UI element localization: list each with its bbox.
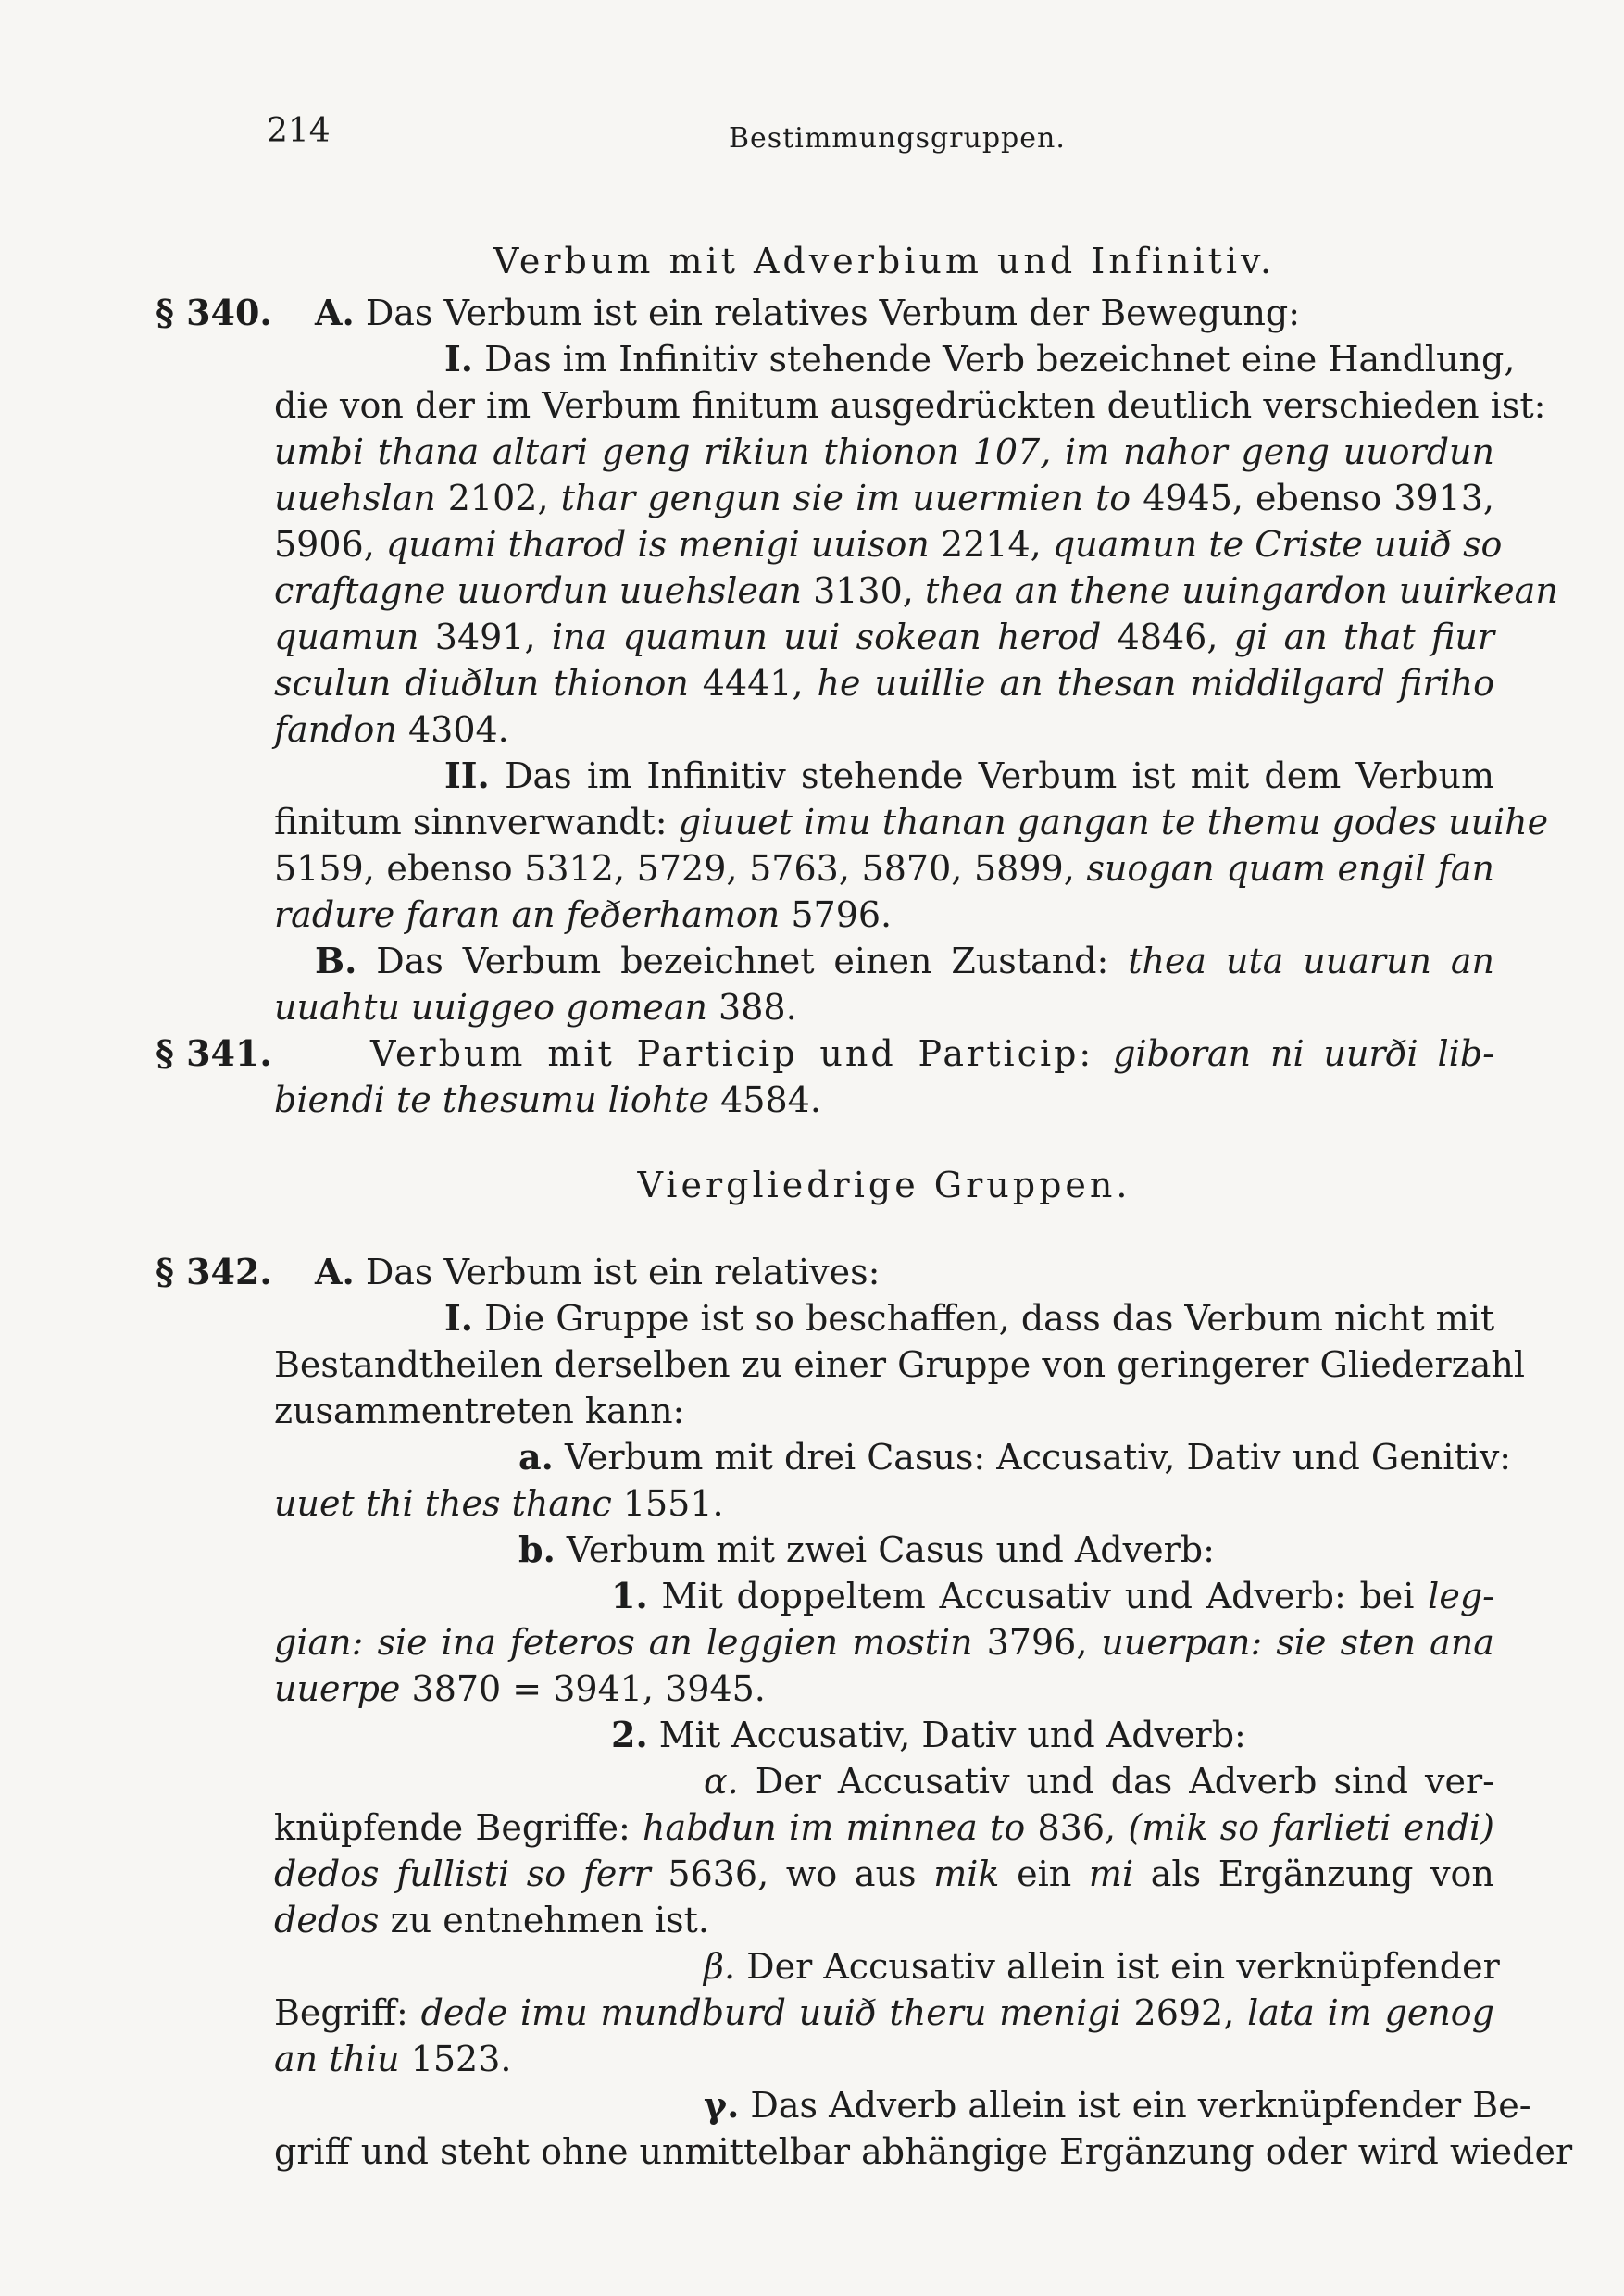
paragraph-line: B. Das Verbum bezeichnet einen Zustand: thea uta uuarun an (315, 940, 1494, 981)
section-number-342: § 342. (156, 1251, 272, 1292)
paragraph-line: zusammentreten kann: (274, 1391, 685, 1431)
running-title: Bestimmungsgruppen. (729, 122, 1066, 155)
paragraph-line: dedos zu entnehmen ist. (274, 1900, 709, 1940)
paragraph-line: uuet thi thes thanc 1551. (274, 1483, 724, 1524)
paragraph-line: A. Das Verbum ist ein relatives: (315, 1251, 881, 1292)
paragraph-line: dedos fullisti so ferr 5636, wo aus mik ein mi als Ergänzung von (274, 1853, 1494, 1894)
paragraph-line: II. Das im Infinitiv stehende Verbum ist mit dem Verbum (444, 755, 1494, 796)
paragraph-line: quamun 3491, ina quamun uui sokean herod 4846, gi an that fiur (274, 617, 1494, 657)
paragraph-line: Bestandtheilen derselben zu einer Gruppe von geringerer Gliederzahl (274, 1344, 1525, 1385)
page-number: 214 (267, 112, 331, 150)
paragraph-line: sculun diuðlun thionon 4441, he uuillie an thesan middilgard firiho (274, 663, 1494, 704)
section-heading-2: Viergliedrige Gruppen. (637, 1165, 1131, 1205)
paragraph-line: gian: sie ina feteros an leggien mostin 3796, uuerpan: sie sten ana (274, 1622, 1494, 1663)
paragraph-line: 5906, quami tharod is menigi uuison 2214, quamun te Criste uuið so (274, 524, 1503, 565)
paragraph-line: 1. Mit doppeltem Accusativ und Adverb: bei leg- (611, 1575, 1494, 1616)
paragraph-line: die von der im Verbum finitum ausgedrückten deutlich verschieden ist: (274, 385, 1546, 426)
paragraph-line: uuahtu uuiggeo gomean 388. (274, 987, 797, 1028)
paragraph-line: Begriff: dede imu mundburd uuið theru menigi 2692, lata im genog (274, 1992, 1494, 2033)
paragraph-line: griff und steht ohne unmittelbar abhängige Ergänzung oder wird wieder (274, 2131, 1573, 2172)
section-number-341: § 341. (156, 1032, 272, 1074)
paragraph-line: craftagne uuordun uuehslean 3130, thea an thene uuingardon uuirkean (274, 570, 1558, 611)
paragraph-line: 5159, ebenso 5312, 5729, 5763, 5870, 5899, suogan quam engil fan (274, 848, 1494, 889)
paragraph-line: uuehslan 2102, thar gengun sie im uuermien to 4945, ebenso 3913, (274, 478, 1494, 518)
paragraph-line: fandon 4304. (274, 709, 509, 750)
paragraph-line: uuerpe 3870 = 3941, 3945. (274, 1668, 766, 1709)
paragraph-line: an thiu 1523. (274, 2039, 512, 2079)
paragraph-line: I. Die Gruppe ist so beschaffen, dass das Verbum nicht mit (444, 1297, 1495, 1339)
section-number-340: § 340. (156, 292, 272, 333)
paragraph-line: β. Der Accusativ allein ist ein verknüpfender (704, 1946, 1500, 1987)
section-heading-1: Verbum mit Adverbium und Infinitiv. (493, 241, 1276, 281)
paragraph-line: γ. Das Adverb allein ist ein verknüpfender Be- (704, 2084, 1531, 2126)
paragraph-line: b. Verbum mit zwei Casus und Adverb: (518, 1529, 1215, 1570)
paragraph-line: biendi te thesumu liohte 4584. (274, 1079, 821, 1120)
paragraph-line: a. Verbum mit drei Casus: Accusativ, Dativ und Genitiv: (518, 1436, 1512, 1478)
paragraph-line: 2. Mit Accusativ, Dativ und Adverb: (611, 1714, 1246, 1755)
paragraph-line: knüpfende Begriffe: habdun im minnea to 836, (mik so farlieti endi) (274, 1807, 1494, 1848)
paragraph-line: finitum sinnverwandt: giuuet imu thanan gangan te themu godes uuihe (274, 802, 1549, 842)
paragraph-line: I. Das im Infinitiv stehende Verb bezeichnet eine Handlung, (444, 338, 1516, 380)
paragraph-line: α. Der Accusativ und das Adverb sind ver- (704, 1761, 1494, 1802)
paragraph-line: Verbum mit Particip und Particip: giboran ni uurði lib- (370, 1033, 1494, 1074)
paragraph-line: A. Das Verbum ist ein relatives Verbum der Bewegung: (315, 292, 1301, 333)
paragraph-line: radure faran an feðerhamon 5796. (274, 894, 893, 935)
paragraph-line: umbi thana altari geng rikiun thionon 107, im nahor geng uuordun (274, 431, 1494, 472)
